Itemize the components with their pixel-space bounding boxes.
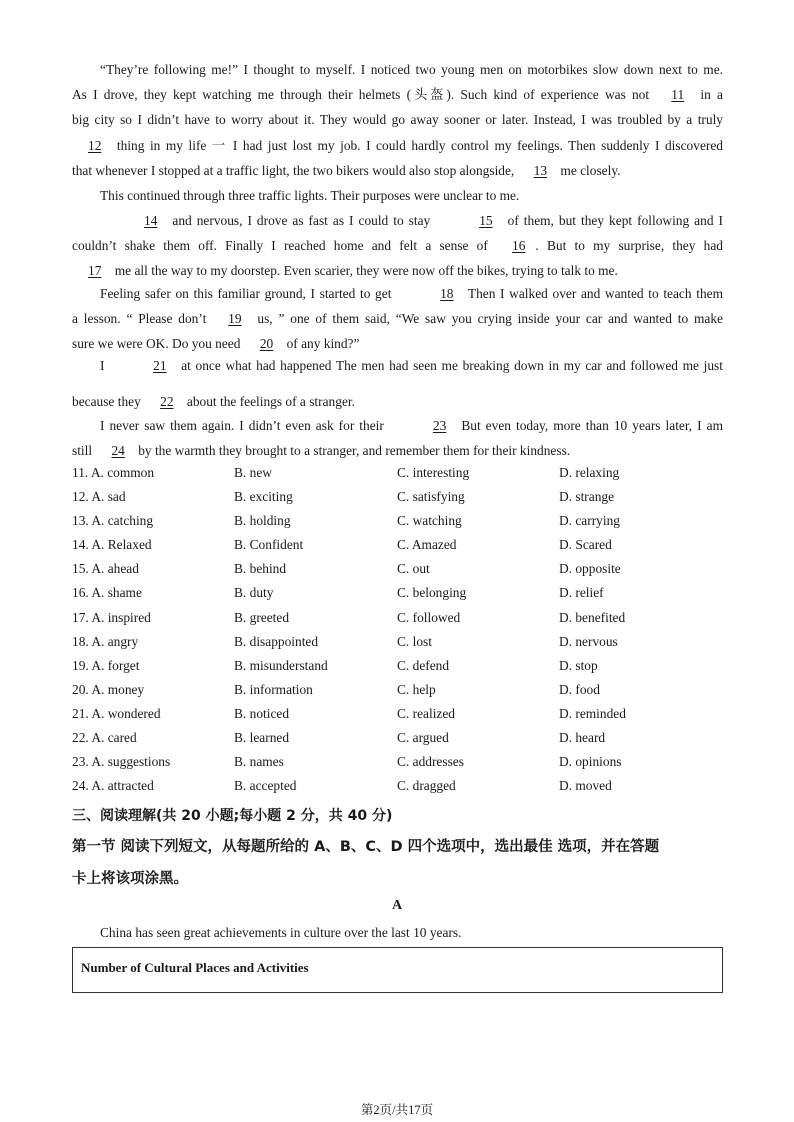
option-a[interactable]: 17. A. inspired [72,610,151,625]
option-d[interactable]: D. reminded [559,706,626,721]
text-line: a lesson. “ Please don’t 19 us, ” one of them said, “We saw you crying inside your car and wanted to make [72,306,723,331]
question-14-options [72,537,723,561]
text-line: couldn’t shake them off. Finally I reached home and felt a sense of 16 . But to my surprise, they had [72,233,723,258]
text-line: As I drove, they kept watching me through their helmets (头盔). Such kind of experience was not 11 in a [72,82,723,107]
option-d[interactable]: D. opposite [559,561,621,576]
question-11-options [72,465,723,489]
text-line: This continued through three traffic lights. Their purposes were unclear to me. [100,188,520,203]
option-a[interactable]: 21. A. wondered [72,706,161,721]
option-c[interactable]: C. interesting [397,465,470,480]
blank-19[interactable]: 19 [228,311,242,327]
option-d[interactable]: D. nervous [559,634,618,649]
option-c[interactable]: C. Amazed [397,537,457,552]
option-a[interactable]: 12. A. sad [72,489,126,504]
passage-paragraph-2 [72,183,723,208]
passage-paragraph-5 [72,353,723,378]
blank-12[interactable]: 12 [88,137,102,153]
option-b[interactable]: B. exciting [234,489,293,504]
option-b[interactable]: B. names [234,754,284,769]
option-d[interactable]: D. relief [559,585,604,600]
text-line: 12 thing in my life 一 I had just lost my job. I could hardly control my feelings. Then suddenly I discovered [72,133,723,158]
text-line: that whenever I stopped at a traffic light, the two bikers would also stop alongside, 13 me closely. [72,158,723,183]
option-a[interactable]: 14. A. Relaxed [72,537,152,552]
section-instruction-cont: 卡上将该项涂黑。 [72,871,188,887]
option-d[interactable]: D. food [559,682,600,697]
option-a[interactable]: 24. A. attracted [72,778,154,793]
question-21-options [72,706,723,730]
option-c[interactable]: C. lost [397,634,432,649]
option-a[interactable]: 23. A. suggestions [72,754,171,769]
option-d[interactable]: D. opinions [559,754,622,769]
option-c[interactable]: C. defend [397,658,450,673]
option-b[interactable]: B. noticed [234,706,290,721]
blank-23[interactable]: 23 [432,418,447,433]
question-16-options [72,585,723,609]
option-c[interactable]: C. dragged [397,778,456,793]
page-number: 第2页/共17页 [360,1103,434,1117]
question-15-options [72,561,723,585]
option-c[interactable]: C. help [397,682,436,697]
question-23-options [72,754,723,778]
text-line: still 24 by the warmth they brought to a stranger, and remember them for their kindness. [72,438,723,463]
option-b[interactable]: B. behind [234,561,287,576]
option-c[interactable]: C. argued [397,730,449,745]
option-a[interactable]: 22. A. cared [72,730,137,745]
option-c[interactable]: C. addresses [397,754,464,769]
text-line: “They’re following me!” I thought to myself. I noticed two young men on motorbikes slow down next to me. [100,62,723,77]
option-c[interactable]: C. followed [397,610,461,625]
passage-letter: A [391,898,403,913]
question-22-options [72,730,723,754]
option-b[interactable]: B. holding [234,513,291,528]
option-d[interactable]: D. relaxing [559,465,620,480]
option-a[interactable]: 13. A. catching [72,513,154,528]
question-19-options [72,658,723,682]
passage-paragraph-5-cont [72,389,723,414]
question-17-options [72,610,723,634]
passage-paragraph-1 [72,57,723,183]
option-a[interactable]: 15. A. ahead [72,561,139,576]
blank-14[interactable]: 14 [144,213,158,228]
option-d[interactable]: D. carrying [559,513,620,528]
option-d[interactable]: D. strange [559,489,615,504]
option-a[interactable]: 11. A. common [72,465,155,480]
option-c[interactable]: C. realized [397,706,455,721]
option-b[interactable]: B. greeted [234,610,290,625]
blank-16[interactable]: 16 [512,238,526,254]
text-line: because they 22 about the feelings of a stranger. [72,389,723,414]
question-20-options [72,682,723,706]
option-d[interactable]: D. Scared [559,537,612,552]
text-line: 17 me all the way to my doorstep. Even scarier, they were now off the bikes, trying to talk to me. [72,258,723,283]
section-instruction: 第一节 阅读下列短文，从每题所给的 A、B、C、D 四个选项中，选出最佳 选项，并在答题 [72,839,660,855]
blank-21[interactable]: 21 [153,358,167,373]
question-24-options [72,778,723,802]
data-table [72,947,723,993]
question-18-options [72,634,723,658]
option-a[interactable]: 20. A. money [72,682,145,697]
question-13-options [72,513,723,537]
blank-13[interactable]: 13 [533,162,548,178]
passage-paragraph-3 [72,208,723,284]
option-c[interactable]: C. belonging [397,585,467,600]
option-a[interactable]: 16. A. shame [72,585,142,600]
question-12-options [72,489,723,513]
passage-paragraph-6 [72,413,723,463]
option-b[interactable]: B. Confident [234,537,304,552]
text-line: I 21 at once what had happened The men had seen me breaking down in my car and followed me just [72,353,723,378]
text-line: China has seen great achievements in culture over the last 10 years. [100,925,462,940]
passage-intro [72,920,723,945]
option-b[interactable]: B. information [234,682,313,697]
blank-24[interactable]: 24 [111,443,125,459]
text-line: I never saw them again. I didn’t even ask for their 23 But even today, more than 10 years later, I am [72,413,723,438]
blank-17[interactable]: 17 [88,263,102,279]
blank-20[interactable]: 20 [259,336,274,352]
option-c[interactable]: C. satisfying [397,489,465,504]
option-b[interactable]: B. duty [234,585,274,600]
option-b[interactable]: B. misunderstand [234,658,328,673]
section-title: 三、阅读理解(共 20 小题;每小题 2 分，共 40 分) [72,808,393,824]
blank-22[interactable]: 22 [160,394,174,409]
blank-18[interactable]: 18 [440,286,454,301]
option-a[interactable]: 18. A. angry [72,634,139,649]
passage-paragraph-4 [72,281,723,357]
option-a[interactable]: 19. A. forget [72,658,140,673]
option-d[interactable]: D. heard [559,730,606,745]
option-c[interactable]: C. out [397,561,430,576]
option-d[interactable]: D. stop [559,658,598,673]
table-caption: Number of Cultural Places and Activities [81,960,309,975]
option-d[interactable]: D. benefited [559,610,626,625]
option-b[interactable]: B. learned [234,730,290,745]
blank-15[interactable]: 15 [479,213,493,228]
text-line: sure we were OK. Do you need 20 of any kind?” [72,331,723,356]
option-c[interactable]: C. watching [397,513,462,528]
text-line: Feeling safer on this familiar ground, I started to get 18 Then I walked over and wanted to teach them [72,281,723,306]
text-line: big city so I didn’t have to worry about it. They would go away sooner or later. Instead, I was troubled by a truly [72,112,723,128]
text-line: 14 and nervous, I drove as fast as I could to stay 15 of them, but they kept following and I [72,208,723,233]
option-d[interactable]: D. moved [559,778,612,793]
blank-11[interactable]: 11 [671,87,685,103]
option-b[interactable]: B. disappointed [234,634,319,649]
option-b[interactable]: B. new [234,465,272,480]
option-b[interactable]: B. accepted [234,778,297,793]
